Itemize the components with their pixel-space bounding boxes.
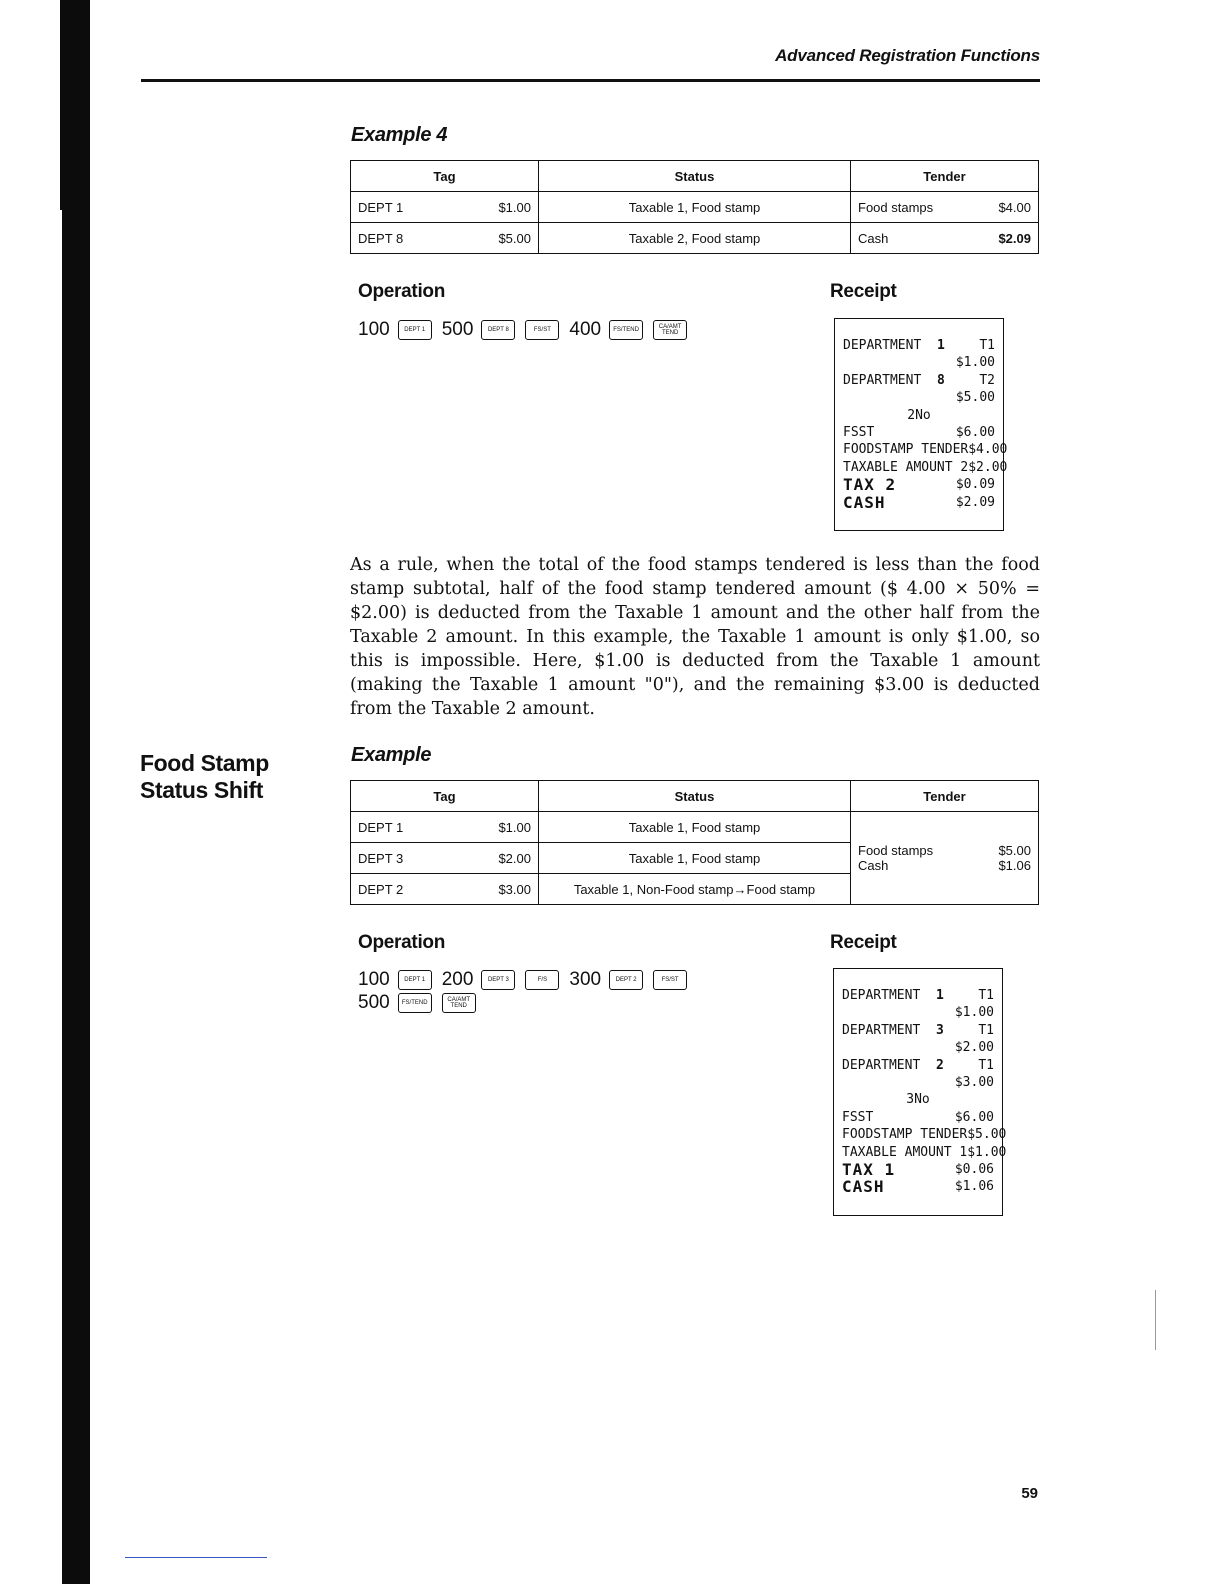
operation-sequence-line2: 500 FS/TEND CA/AMT TEND — [358, 991, 478, 1015]
fs-tend-key: FS/TEND — [398, 993, 432, 1013]
fs-st-key: FS/ST — [653, 970, 687, 990]
tag-cell: DEPT 8 — [358, 230, 404, 246]
ca-amt-tend-key: CA/AMT TEND — [653, 320, 687, 340]
example4-heading: Example 4 — [351, 124, 448, 146]
fs-tend-key: FS/TEND — [609, 320, 643, 340]
receipt-count: 2No — [907, 407, 931, 423]
receipt-label: Receipt — [830, 281, 897, 302]
example-heading: Example — [351, 744, 432, 766]
example4-table — [350, 160, 1039, 254]
edge-mark — [1155, 1290, 1156, 1350]
col-header-status: Status — [539, 161, 851, 192]
fs-st-key: FS/ST — [525, 320, 559, 340]
tender-cell: Food stamps — [858, 199, 934, 215]
tender-amount: $4.00 — [998, 199, 1031, 215]
fs-key: F/S — [525, 970, 559, 990]
running-header: Advanced Registration Functions — [775, 46, 1040, 65]
binding-edge — [62, 0, 90, 1584]
receipt-fsst: FSST — [843, 425, 875, 441]
receipt-example4: DEPARTMENT 1 T1 $1.00 DEPARTMENT 8 T2 $5.00 2No FSST $6.00 FOODSTAMP TENDER $4.00 TAXABLE AMOUNT 2 $2.00 TAX 2 $0.09 CASH $2.09 — [834, 318, 1004, 531]
tag-amount: $1.00 — [498, 199, 531, 215]
op-number: 400 — [569, 319, 602, 340]
col-header-tag: Tag — [351, 161, 539, 192]
receipt-line: DEPARTMENT 1 — [842, 988, 944, 1003]
receipt-example: DEPARTMENT 1 T1 $1.00 DEPARTMENT 3 T1 $2.00 DEPARTMENT 2 T1 $3.00 3No FSST $6.00 FOODSTAMP TENDER $5.00 TAXABLE AMOUNT 1 $1.00 TAX 1 $0.06 CASH $1.06 — [833, 968, 1003, 1216]
receipt-label: Receipt — [830, 932, 897, 953]
op-number: 500 — [441, 319, 474, 340]
col-header-tender: Tender — [851, 161, 1039, 192]
tender-cell: Food stamps — [858, 843, 934, 858]
table-row — [351, 223, 1039, 254]
col-header-tender: Tender — [851, 781, 1039, 812]
status-cell: Taxable 1, Food stamp — [539, 192, 851, 223]
table-row: DEPT 1 $1.00 Taxable 1, Food stamp Food stamps $5.00 Cash $1.06 — [351, 812, 1039, 843]
dept2-key: DEPT 2 — [609, 970, 643, 990]
table-row — [351, 192, 1039, 223]
receipt-line: DEPARTMENT 3 — [842, 1022, 944, 1038]
explanation-paragraph: As a rule, when the total of the food stamps tendered is less than the food stamp subtotal, half of the food stamp tendered amount ($ 4.00 × 50% = $2.00) is deducted from the Taxable 1 amount and the other half from the Taxable 2 amount. In this example, the Taxable 1 amount is only $1.00, so this is impossible. Here, $1.00 is deducted from the Taxable 1 amount (making the Taxable 1 amount "0"), and the remaining $3.00 is deducted from the Taxable 2 amount. — [350, 555, 1040, 719]
operation-sequence — [358, 318, 689, 342]
example-table — [350, 780, 1039, 905]
operation-sequence-line1: 100 DEPT 1 200 DEPT 3 F/S 300 DEPT 2 FS/ST — [358, 968, 689, 992]
receipt-fs-tender: FOODSTAMP TENDER — [843, 442, 969, 458]
receipt-taxable: TAXABLE AMOUNT 2 — [843, 459, 969, 475]
receipt-amount: $5.00 — [955, 390, 995, 406]
receipt-line: DEPARTMENT 2 — [842, 1057, 944, 1073]
table-row: DEPT 2 $3.00 Taxable 1, Non-Food stamp→Food stamp — [351, 874, 1039, 905]
ca-amt-tend-key: CA/AMT TEND — [442, 993, 476, 1013]
col-header-tag: Tag — [351, 781, 539, 812]
operation-label: Operation — [358, 932, 446, 953]
header-rule — [141, 79, 1040, 82]
receipt-line: DEPARTMENT 8 — [843, 372, 945, 388]
table-row: DEPT 3 $2.00 Taxable 1, Food stamp — [351, 843, 1039, 874]
tag-cell: DEPT 1 — [358, 199, 404, 215]
dept1-key: DEPT 1 — [398, 320, 432, 340]
dept8-key: DEPT 8 — [481, 320, 515, 340]
tag-amount: $5.00 — [498, 230, 531, 246]
status-cell: Taxable 2, Food stamp — [539, 223, 851, 254]
receipt-tax: TAX 2 — [843, 475, 897, 495]
tender-cell: Cash — [858, 858, 889, 873]
receipt-amount: $1.00 — [955, 355, 995, 371]
footer-line — [125, 1557, 267, 1558]
col-header-status: Status — [539, 781, 851, 812]
op-number: 100 — [358, 319, 390, 340]
operation-label: Operation — [358, 281, 446, 302]
section-title: Food Stamp Status Shift — [140, 750, 269, 803]
tender-amount: $2.09 — [998, 230, 1031, 246]
receipt-cash: CASH — [843, 492, 886, 512]
page-number: 59 — [1021, 1485, 1038, 1502]
receipt-status: T2 — [979, 372, 995, 388]
dept3-key: DEPT 3 — [481, 970, 515, 990]
tender-cell: Cash — [858, 230, 889, 246]
dept1-key: DEPT 1 — [398, 970, 432, 990]
receipt-status: T1 — [979, 338, 995, 353]
receipt-line: DEPARTMENT 1 — [843, 338, 945, 353]
binding-notch — [60, 0, 66, 210]
receipt-count: 3No — [906, 1092, 930, 1108]
